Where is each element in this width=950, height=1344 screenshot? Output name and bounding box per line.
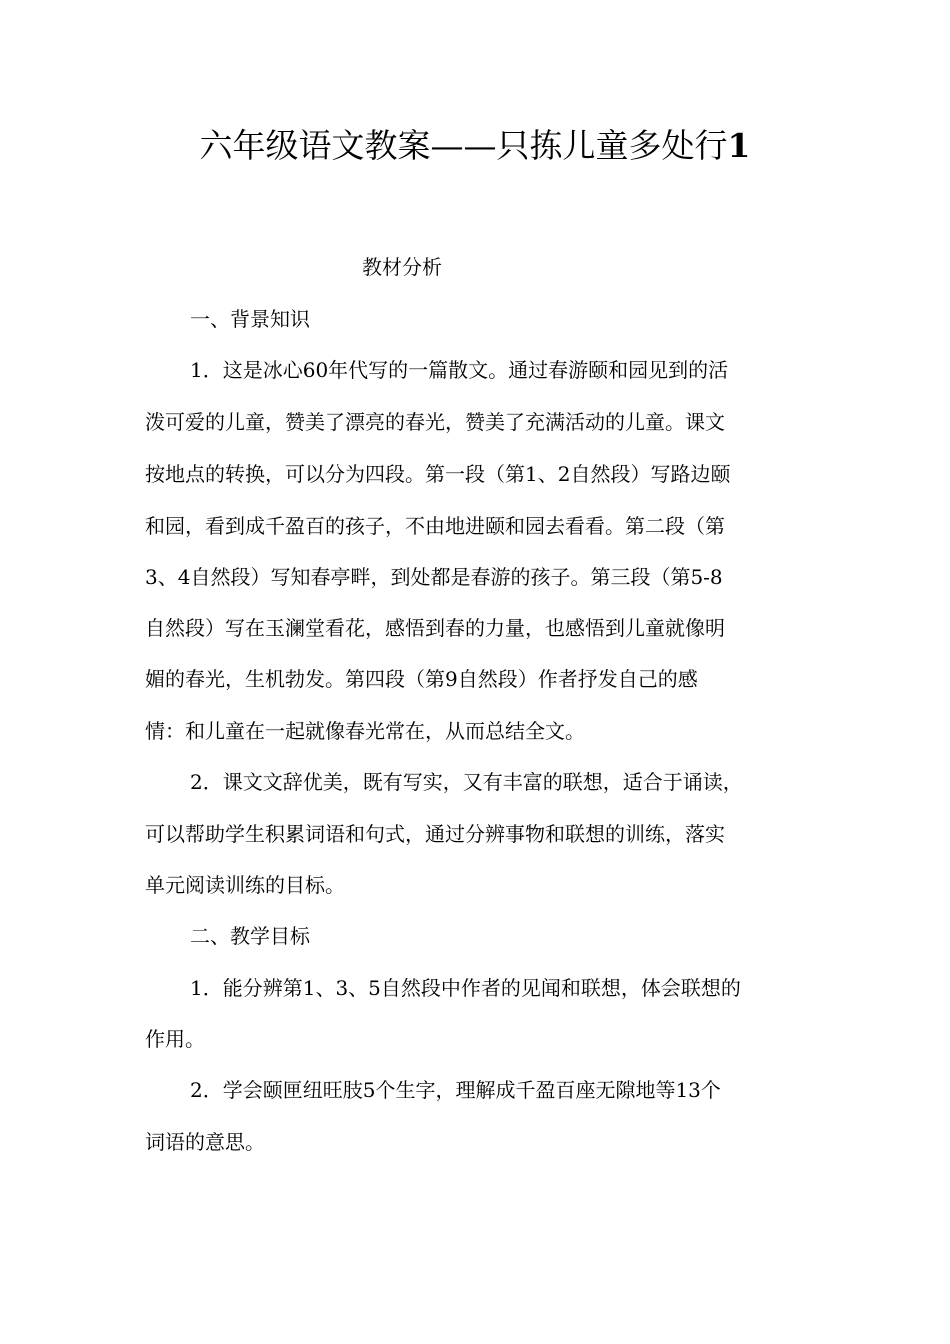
paragraph-line: 和园，看到成千盈百的孩子，不由地进颐和园去看看。第二段（第 [145,514,725,538]
paragraph-line: 3、4自然段）写知春亭畔，到处都是春游的孩子。第三段（第5-8 [145,565,723,589]
heading-background: 一、背景知识 [190,307,310,331]
paragraph-line: 2．学会颐匣纽旺肢5个生字，理解成千盈百座无隙地等13个 [190,1078,721,1102]
paragraph-line: 词语的意思。 [145,1130,265,1154]
section-heading: 教材分析 [362,255,442,279]
paragraph-line: 1．能分辨第1、3、5自然段中作者的见闻和联想，体会联想的 [190,976,741,1000]
paragraph-line: 2．课文文辞优美，既有写实，又有丰富的联想，适合于诵读， [190,770,743,794]
heading-teaching-goals: 二、教学目标 [190,924,310,948]
paragraph-line: 情：和儿童在一起就像春光常在，从而总结全文。 [145,719,585,743]
paragraph-line: 自然段）写在玉澜堂看花，感悟到春的力量，也感悟到儿童就像明 [145,616,725,640]
paragraph-line: 按地点的转换，可以分为四段。第一段（第1、2自然段）写路边颐 [145,462,731,486]
paragraph-line: 可以帮助学生积累词语和句式，通过分辨事物和联想的训练，落实 [145,822,725,846]
paragraph-line: 媚的春光，生机勃发。第四段（第9自然段）作者抒发自己的感 [145,667,698,691]
paragraph-line: 1．这是冰心60年代写的一篇散文。通过春游颐和园见到的活 [190,358,729,382]
paragraph-line: 泼可爱的儿童，赞美了漂亮的春光，赞美了充满活动的儿童。课文 [145,410,725,434]
document-title-text: 六年级语文教案——只拣儿童多处行 [199,126,728,165]
document-title-number: 1 [727,126,751,165]
document-title [0,122,950,170]
paragraph-line: 单元阅读训练的目标。 [145,873,345,897]
paragraph-line: 作用。 [145,1027,205,1051]
